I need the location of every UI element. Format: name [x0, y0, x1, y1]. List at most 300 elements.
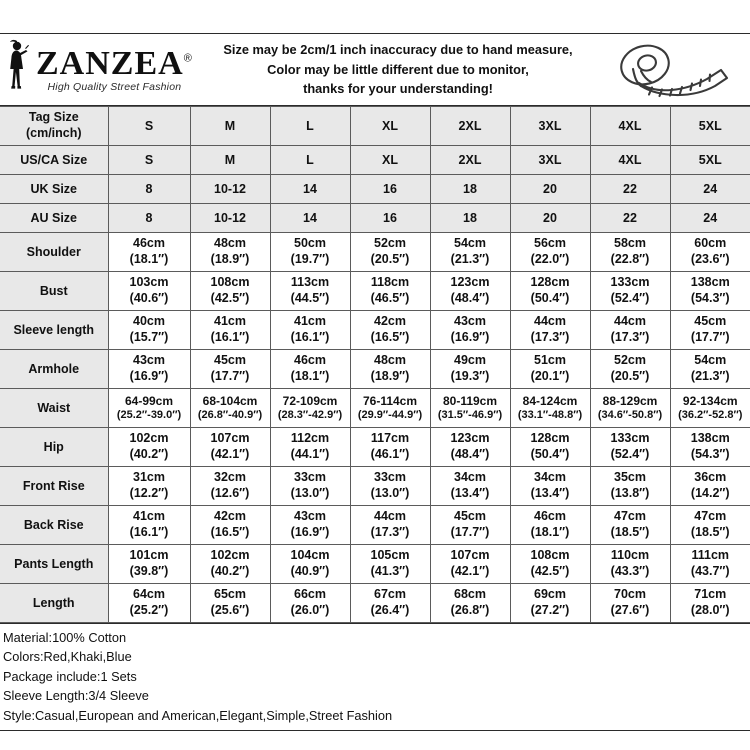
measurement-cm: 102cm: [129, 431, 169, 446]
measurement-cm: 33cm: [374, 470, 406, 485]
measurement-inch: (21.3″): [690, 369, 730, 383]
measurement-cm: 88-129cm: [602, 393, 658, 408]
measurement-inch: (48.4″): [450, 291, 490, 305]
measurement-cm: 117cm: [370, 431, 410, 446]
table-row: [0, 389, 750, 428]
measurement-cell: [590, 428, 670, 467]
measurement-inch: (21.3″): [450, 252, 490, 266]
measurement-cell: [430, 506, 510, 545]
measurement-cm: 64cm: [133, 587, 165, 602]
measurement-inch: (43.7″): [690, 564, 730, 578]
measurement-cell: [350, 545, 430, 584]
measurement-cm: 70cm: [614, 587, 646, 602]
measurement-label: Hip: [0, 428, 108, 467]
measurement-cm: 44cm: [374, 509, 406, 524]
brand-name-text: ZANZEA: [36, 44, 184, 82]
measurement-cm: 49cm: [454, 353, 486, 368]
measurement-cell: [430, 272, 510, 311]
measurement-cm: 128cm: [530, 275, 570, 290]
size-header-cell: 5XL: [670, 146, 750, 175]
measurement-cell: [108, 350, 190, 389]
measurement-inch: (28.0″): [690, 603, 730, 617]
size-header-cell: 8: [108, 204, 190, 233]
measurement-cell: [350, 467, 430, 506]
size-chart-sheet: [0, 33, 750, 731]
measurement-cm: 68-104cm: [202, 393, 258, 408]
measurement-cell: [190, 272, 270, 311]
measurement-cm: 69cm: [534, 587, 566, 602]
measurement-cell: [430, 311, 510, 350]
measurement-inch: (20.5″): [370, 252, 410, 266]
table-row: [0, 175, 750, 204]
measurement-inch: (22.0″): [530, 252, 570, 266]
detail-line: Sleeve Length:3/4 Sleeve: [3, 688, 149, 704]
measurement-inch: (52.4″): [610, 447, 650, 461]
size-header-cell: L: [270, 146, 350, 175]
measurement-cell: [190, 584, 270, 623]
measurement-inch: (17.3″): [610, 330, 650, 344]
measurement-inch: (42.1″): [450, 564, 490, 578]
measurement-inch: (18.1″): [129, 252, 169, 266]
measurement-inch: (18.1″): [530, 525, 570, 539]
table-row: [0, 107, 750, 146]
size-header-cell: 3XL: [510, 146, 590, 175]
measurement-cm: 71cm: [694, 587, 727, 602]
measurement-cell: [270, 545, 350, 584]
measurement-cell: [670, 233, 750, 272]
measurement-label: Pants Length: [0, 545, 108, 584]
size-chart-table: [0, 106, 750, 623]
size-header-cell: 24: [670, 175, 750, 204]
measurement-cell: [510, 428, 590, 467]
measurement-inch: (42.5″): [530, 564, 570, 578]
measurement-cm: 67cm: [374, 587, 406, 602]
measurement-cm: 45cm: [214, 353, 246, 368]
measurement-inch: (22.8″): [610, 252, 650, 266]
measurement-cm: 58cm: [614, 236, 646, 251]
measurement-cm: 138cm: [690, 431, 730, 446]
measurement-cm: 32cm: [214, 470, 246, 485]
size-header-cell: XL: [350, 146, 430, 175]
brand-name: [36, 44, 193, 82]
chart-banner: [0, 34, 750, 106]
measurement-inch: (13.4″): [450, 486, 490, 500]
measurement-inch: (40.2″): [210, 564, 250, 578]
measurement-cm: 110cm: [610, 548, 650, 563]
measurement-cell: [430, 545, 510, 584]
measurement-cm: 66cm: [294, 587, 326, 602]
measurement-label: Back Rise: [0, 506, 108, 545]
measurement-cm: 42cm: [214, 509, 246, 524]
measurement-cell: [510, 467, 590, 506]
measurement-cell: [190, 428, 270, 467]
measurement-cm: 108cm: [530, 548, 570, 563]
measurement-cm: 105cm: [370, 548, 410, 563]
measurement-label: Length: [0, 584, 108, 623]
measurement-cell: [108, 272, 190, 311]
measurement-cm: 52cm: [614, 353, 646, 368]
measurement-inch: (27.2″): [530, 603, 570, 617]
measurement-inch: (25.2″): [129, 603, 169, 617]
brand-tagline: High Quality Street Fashion: [47, 80, 182, 93]
measurement-cell: [670, 428, 750, 467]
notice-line-3: thanks for your understanding!: [303, 81, 493, 97]
measurement-cm: 41cm: [133, 509, 165, 524]
measurement-label: Bust: [0, 272, 108, 311]
measurement-inch: (16.5″): [210, 525, 250, 539]
measurement-cm: 80-119cm: [442, 393, 498, 408]
measurement-cell: [108, 467, 190, 506]
measurement-inch: (44.1″): [290, 447, 330, 461]
measurement-inch: (50.4″): [530, 447, 570, 461]
measurement-cm: 118cm: [370, 275, 410, 290]
measurement-cell: [270, 311, 350, 350]
measurement-cell: [350, 311, 430, 350]
measurement-inch: (43.3″): [610, 564, 650, 578]
measurement-cell: [270, 428, 350, 467]
measurement-cm: 48cm: [374, 353, 406, 368]
size-header-cell: 4XL: [590, 107, 670, 146]
measurement-inch: (15.7″): [129, 330, 169, 344]
measurement-inch: (20.1″): [530, 369, 570, 383]
measurement-cell: [590, 350, 670, 389]
measurement-inch: (48.4″): [450, 447, 490, 461]
measurement-cell: [430, 467, 510, 506]
measurement-inch: (16.1″): [129, 525, 169, 539]
size-header-cell: 20: [510, 204, 590, 233]
measurement-cm: 43cm: [294, 509, 326, 524]
measurement-inch: (18.5″): [610, 525, 650, 539]
measurement-inch: (16.9″): [129, 369, 169, 383]
measurement-cm: 133cm: [610, 275, 650, 290]
measurement-cell: [190, 311, 270, 350]
size-header-cell: 10-12: [190, 175, 270, 204]
measurement-cell: [510, 584, 590, 623]
measurement-cm: 46cm: [133, 236, 165, 251]
measurement-cm: 45cm: [454, 509, 486, 524]
measurement-cell: [670, 584, 750, 623]
measurement-cm: 43cm: [133, 353, 165, 368]
size-header-cell: S: [108, 107, 190, 146]
measurement-inch: (54.3″): [690, 291, 730, 305]
size-header-cell: 3XL: [510, 107, 590, 146]
measurement-inch: (16.9″): [450, 330, 490, 344]
measurement-inch: (20.5″): [610, 369, 650, 383]
registered-trademark-icon: ®: [183, 52, 193, 65]
measurement-cm: 33cm: [294, 470, 326, 485]
size-header-cell: M: [190, 107, 270, 146]
measurement-cm: 92-134cm: [682, 393, 738, 408]
measurement-cm: 107cm: [450, 548, 490, 563]
brand-logo: [0, 39, 196, 100]
measurement-cell: [670, 389, 750, 428]
measurement-cm: 46cm: [534, 509, 566, 524]
size-header-cell: 4XL: [590, 146, 670, 175]
measurement-cm: 101cm: [129, 548, 169, 563]
measurement-cell: [510, 506, 590, 545]
measurement-cell: [108, 311, 190, 350]
measurement-cm: 65cm: [214, 587, 246, 602]
measurement-cell: [108, 545, 190, 584]
row-header-label: UK Size: [0, 175, 108, 204]
measurement-cm: 133cm: [610, 431, 650, 446]
measurement-inch: (13.0″): [370, 486, 410, 500]
measurement-inch: (41.3″): [370, 564, 410, 578]
table-row: [0, 350, 750, 389]
measurement-cm: 51cm: [534, 353, 566, 368]
detail-line: Style:Casual,European and American,Elegant,Simple,Street Fashion: [3, 707, 393, 723]
measurement-cm: 52cm: [374, 236, 406, 251]
measurement-cm: 76-114cm: [362, 393, 418, 408]
measurement-cell: [510, 545, 590, 584]
measurement-cm: 41cm: [214, 314, 246, 329]
measurement-inch: (26.8″-40.9″): [197, 408, 263, 421]
measurement-cell: [430, 233, 510, 272]
size-header-cell: 16: [350, 204, 430, 233]
size-header-cell: 5XL: [670, 107, 750, 146]
table-row: [0, 146, 750, 175]
measurement-cm: 36cm: [694, 470, 727, 485]
measurement-inch: (23.6″): [690, 252, 730, 266]
notice-line-1: Size may be 2cm/1 inch inaccuracy due to hand measure,: [223, 41, 573, 57]
measurement-inch: (17.3″): [370, 525, 410, 539]
table-row: [0, 467, 750, 506]
measurement-cell: [670, 272, 750, 311]
measurement-cm: 35cm: [614, 470, 646, 485]
measurement-cm: 45cm: [694, 314, 727, 329]
measurement-cm: 107cm: [210, 431, 250, 446]
measurement-cell: [108, 506, 190, 545]
measurement-cell: [590, 584, 670, 623]
size-header-cell: 22: [590, 175, 670, 204]
measurement-inch: (33.1″-48.8″): [517, 408, 583, 421]
measurement-inch: (26.8″): [450, 603, 490, 617]
notice-line-2: Color may be little different due to monitor,: [267, 61, 529, 77]
table-row: [0, 311, 750, 350]
table-row: [0, 545, 750, 584]
measurement-cm: 84-124cm: [522, 393, 578, 408]
measurement-cm: 54cm: [454, 236, 486, 251]
measurement-cell: [430, 389, 510, 428]
measurement-inch: (16.1″): [210, 330, 250, 344]
measurement-inch: (25.2″-39.0″): [116, 408, 182, 421]
measurement-cm: 31cm: [133, 470, 165, 485]
size-header-cell: XL: [350, 107, 430, 146]
measurement-cm: 43cm: [454, 314, 486, 329]
measurement-inch: (18.9″): [370, 369, 410, 383]
measurement-cell: [350, 428, 430, 467]
measurement-cm: 46cm: [294, 353, 326, 368]
measurement-inch: (26.4″): [370, 603, 410, 617]
measurement-cell: [590, 389, 670, 428]
table-row: [0, 204, 750, 233]
measurement-cell: [108, 428, 190, 467]
measurement-cm: 128cm: [530, 431, 570, 446]
measurement-inch: (17.7″): [210, 369, 250, 383]
table-row: [0, 506, 750, 545]
measurement-cm: 47cm: [694, 509, 727, 524]
measurement-cm: 108cm: [210, 275, 250, 290]
measurement-inch: (26.0″): [290, 603, 330, 617]
measurement-inch: (25.6″): [210, 603, 250, 617]
measurement-inch: (14.2″): [690, 486, 730, 500]
measurement-inch: (12.6″): [210, 486, 250, 500]
measurement-cell: [510, 233, 590, 272]
measurement-cm: 41cm: [294, 314, 326, 329]
measurement-inch: (40.2″): [129, 447, 169, 461]
measurement-cell: [350, 506, 430, 545]
measurement-cell: [350, 272, 430, 311]
measurement-inch: (13.8″): [610, 486, 650, 500]
measurement-cm: 113cm: [290, 275, 330, 290]
measurement-inch: (42.1″): [210, 447, 250, 461]
measurement-cm: 50cm: [294, 236, 326, 251]
size-header-cell: 16: [350, 175, 430, 204]
detail-line: Package include:1 Sets: [3, 668, 137, 684]
measurement-cm: 112cm: [290, 431, 330, 446]
measurement-cm: 138cm: [690, 275, 730, 290]
size-header-cell: 10-12: [190, 204, 270, 233]
measurement-cm: 104cm: [290, 548, 330, 563]
measurement-cm: 44cm: [534, 314, 566, 329]
size-header-cell: 14: [270, 175, 350, 204]
measurement-cell: [430, 584, 510, 623]
size-header-cell: 18: [430, 204, 510, 233]
measurement-cell: [670, 506, 750, 545]
measurement-cm: 56cm: [534, 236, 566, 251]
measurement-cm: 103cm: [129, 275, 169, 290]
measurement-cm: 60cm: [694, 236, 727, 251]
measurement-inch: (29.9″-44.9″): [357, 408, 423, 421]
measurement-cell: [430, 428, 510, 467]
measurement-cell: [590, 233, 670, 272]
measurement-cell: [108, 389, 190, 428]
measurement-cm: 34cm: [454, 470, 486, 485]
measurement-inch: (46.5″): [370, 291, 410, 305]
measurement-cell: [270, 233, 350, 272]
measurement-inch: (40.6″): [129, 291, 169, 305]
measurement-cm: 34cm: [534, 470, 566, 485]
measurement-cell: [430, 350, 510, 389]
measurement-inch: (52.4″): [610, 291, 650, 305]
measuring-tape-icon: [600, 39, 750, 101]
measurement-cell: [108, 233, 190, 272]
measurement-cell: [270, 584, 350, 623]
measurement-inch: (13.0″): [290, 486, 330, 500]
measurement-cell: [670, 467, 750, 506]
row-header-label-line: Tag Size: [28, 110, 79, 125]
measurement-inch: (44.5″): [290, 291, 330, 305]
size-header-cell: 2XL: [430, 107, 510, 146]
detail-line: Material:100% Cotton: [3, 630, 127, 645]
table-row: [0, 233, 750, 272]
table-row: [0, 584, 750, 623]
measurement-cm: 68cm: [454, 587, 486, 602]
measurement-cell: [190, 506, 270, 545]
measurement-inch: (54.3″): [690, 447, 730, 461]
size-header-cell: 2XL: [430, 146, 510, 175]
measurement-cm: 47cm: [614, 509, 646, 524]
measurement-cm: 44cm: [614, 314, 646, 329]
measurement-inch: (18.5″): [690, 525, 730, 539]
measurement-cell: [590, 467, 670, 506]
measurement-cell: [670, 545, 750, 584]
measurement-cell: [190, 467, 270, 506]
size-header-cell: 8: [108, 175, 190, 204]
measurement-cell: [108, 584, 190, 623]
measurement-inch: (27.6″): [610, 603, 650, 617]
measurement-cell: [670, 350, 750, 389]
table-row: [0, 272, 750, 311]
row-header-label-line: (cm/inch): [25, 126, 82, 140]
measurement-cell: [190, 350, 270, 389]
size-header-cell: M: [190, 146, 270, 175]
size-header-cell: 14: [270, 204, 350, 233]
measurement-inch: (40.9″): [290, 564, 330, 578]
measurement-label: Armhole: [0, 350, 108, 389]
measurement-cm: 102cm: [210, 548, 250, 563]
measurement-cell: [270, 272, 350, 311]
size-header-cell: 20: [510, 175, 590, 204]
measurement-cell: [270, 506, 350, 545]
measurement-cell: [190, 389, 270, 428]
measurement-inch: (42.5″): [210, 291, 250, 305]
measurement-cell: [590, 272, 670, 311]
measurement-inch: (36.2″-52.8″): [678, 408, 743, 421]
measurement-cell: [510, 389, 590, 428]
measurement-inch: (46.1″): [370, 447, 410, 461]
measurement-cell: [270, 389, 350, 428]
measurement-label: Waist: [0, 389, 108, 428]
measurement-label: Sleeve length: [0, 311, 108, 350]
measurement-cm: 123cm: [450, 275, 490, 290]
measurement-inch: (18.9″): [210, 252, 250, 266]
size-header-cell: 24: [670, 204, 750, 233]
measurement-cell: [670, 311, 750, 350]
measurement-label: Front Rise: [0, 467, 108, 506]
measurement-inch: (17.3″): [530, 330, 570, 344]
measurement-inch: (34.6″-50.8″): [597, 408, 663, 421]
size-header-cell: 18: [430, 175, 510, 204]
measurement-cm: 54cm: [694, 353, 727, 368]
woman-silhouette-icon: [4, 39, 38, 100]
measurement-cell: [510, 311, 590, 350]
measurement-inch: (18.1″): [290, 369, 330, 383]
measurement-cell: [190, 545, 270, 584]
measurement-cm: 64-99cm: [124, 393, 174, 408]
measurement-cell: [350, 584, 430, 623]
measurement-cell: [350, 350, 430, 389]
measurement-cell: [590, 311, 670, 350]
detail-line: Colors:Red,Khaki,Blue: [3, 649, 132, 665]
measurement-label: Shoulder: [0, 233, 108, 272]
row-header-label: AU Size: [0, 204, 108, 233]
measurement-cm: 72-109cm: [282, 393, 338, 408]
size-header-cell: S: [108, 146, 190, 175]
measurement-cm: 48cm: [214, 236, 246, 251]
measurement-inch: (50.4″): [530, 291, 570, 305]
measurement-inch: (17.7″): [450, 525, 490, 539]
measurement-inch: (19.7″): [290, 252, 330, 266]
measurement-notice: [196, 40, 600, 99]
measurement-cell: [590, 506, 670, 545]
size-header-cell: 22: [590, 204, 670, 233]
measurement-cell: [350, 389, 430, 428]
table-row: [0, 428, 750, 467]
product-details: [0, 623, 750, 730]
measurement-cell: [590, 545, 670, 584]
measurement-inch: (13.4″): [530, 486, 570, 500]
